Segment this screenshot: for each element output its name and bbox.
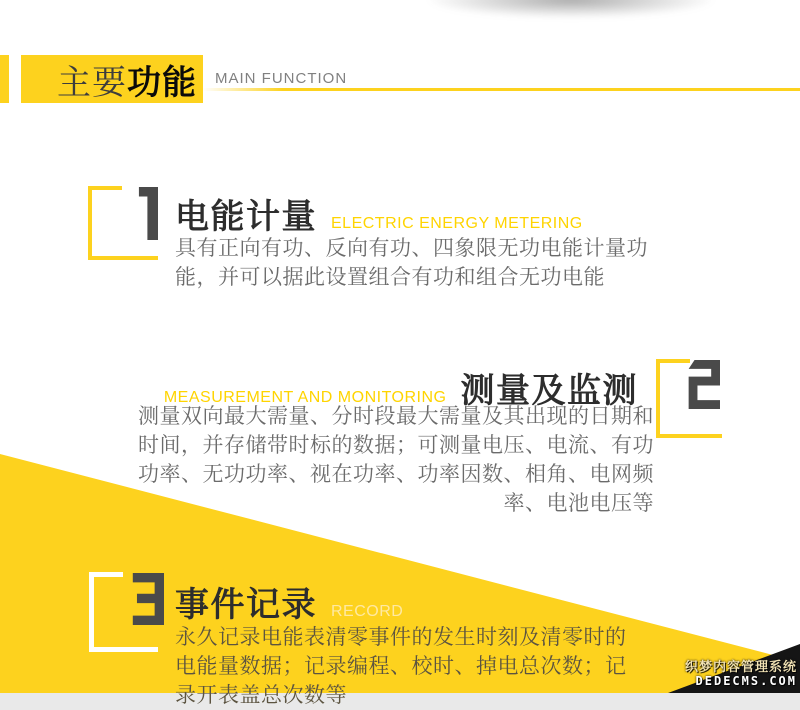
section-2-subtitle: MEASUREMENT AND MONITORING: [163, 389, 447, 406]
body-line: 录开表盖总次数等: [175, 684, 347, 707]
section-1-body: [175, 234, 648, 292]
top-shadow: [428, 0, 714, 18]
watermark-text-zh: 织梦内容管理系统: [684, 659, 797, 674]
section-1-heading: [175, 189, 583, 238]
watermark: [685, 660, 797, 688]
section-3-title: 事件记录: [175, 586, 317, 624]
section-2-body: [138, 402, 654, 518]
section-3-body: [175, 623, 627, 710]
body-line: 测量双向最大需量、分时段最大需量及其出现的日期和: [138, 405, 654, 428]
section-3-heading: [175, 577, 403, 626]
header-accent-bar: [0, 55, 9, 103]
header-title-light: 主要: [57, 63, 127, 102]
body-line: 能，并可以据此设置组合有功和组合无功电能: [175, 266, 605, 289]
section-1-subtitle: ELECTRIC ENERGY METERING: [331, 215, 583, 232]
body-line: 时间，并存储带时标的数据；可测量电压、电流、有功: [138, 434, 654, 457]
section-number-3: [130, 573, 164, 625]
header-underline: [203, 88, 800, 91]
header-title-en: MAIN FUNCTION: [215, 70, 348, 87]
body-line: 永久记录电能表清零事件的发生时刻及清零时的: [175, 626, 627, 649]
header-title-bold: 功能: [127, 63, 197, 102]
body-line: 具有正向有功、反向有功、四象限无功电能计量功: [175, 237, 648, 260]
section-number-1: [124, 187, 158, 240]
body-line: 电能量数据；记录编程、校时、掉电总次数；记: [175, 655, 627, 678]
section-number-2: [688, 360, 720, 409]
watermark-text-en: DEDECMS.COM: [695, 674, 797, 688]
body-line: 功率、无功功率、视在功率、功率因数、相角、电网频: [138, 463, 654, 486]
section-1-title: 电能计量: [175, 198, 317, 236]
section-3-subtitle: RECORD: [331, 603, 404, 620]
header-title-box: [21, 55, 203, 103]
section-2-title: 测量及监测: [460, 372, 638, 410]
body-line: 率、电池电压等: [503, 492, 654, 515]
